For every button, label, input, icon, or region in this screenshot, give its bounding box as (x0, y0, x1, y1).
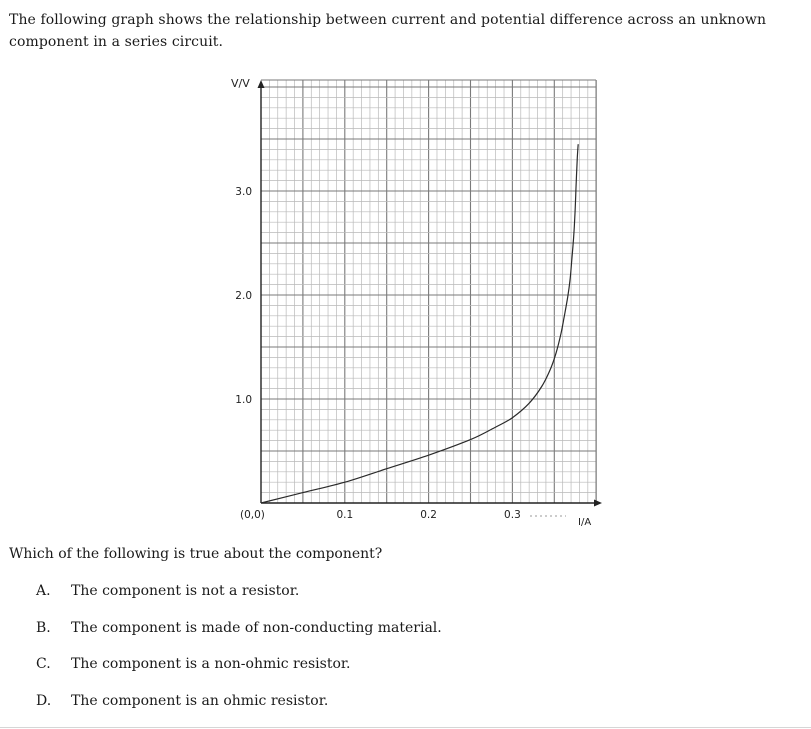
option-text: The component is an ohmic resistor. (71, 693, 329, 709)
curve-layer (261, 144, 578, 503)
graph-grid (261, 80, 596, 503)
option-b[interactable] (36, 618, 442, 638)
x-tick-label: 0.1 (336, 509, 354, 521)
option-text: The component is not a resistor. (71, 583, 300, 599)
option-a[interactable] (36, 581, 299, 601)
question-text: The following graph shows the relationship between current and potential difference across an unknown component in a series circuit. (9, 12, 767, 50)
y-tick-label: 2.0 (235, 290, 252, 302)
option-c[interactable] (36, 654, 351, 674)
option-letter: B. (36, 620, 51, 636)
option-letter: A. (36, 583, 51, 599)
y-axis-arrow-icon (258, 80, 265, 88)
question-prompt: Which of the following is true about the component? (9, 546, 383, 562)
y-tick-label: 3.0 (235, 186, 252, 198)
vi-curve (261, 144, 578, 503)
option-text: The component is made of non-conducting material. (71, 620, 442, 636)
bottom-divider (0, 727, 811, 728)
x-axis-label: I/A (578, 517, 592, 528)
option-letter: C. (36, 656, 51, 672)
x-axis-arrow-icon (594, 500, 602, 507)
option-d[interactable] (36, 691, 328, 711)
y-axis-label: V/V (231, 77, 250, 90)
x-tick-label: 0.3 (504, 509, 521, 521)
option-text: The component is a non-ohmic resistor. (71, 656, 351, 672)
origin-label: (0,0) (240, 509, 265, 521)
option-letter: D. (36, 693, 52, 709)
x-tick-label: 0.2 (420, 509, 437, 521)
y-tick-label: 1.0 (235, 394, 252, 406)
